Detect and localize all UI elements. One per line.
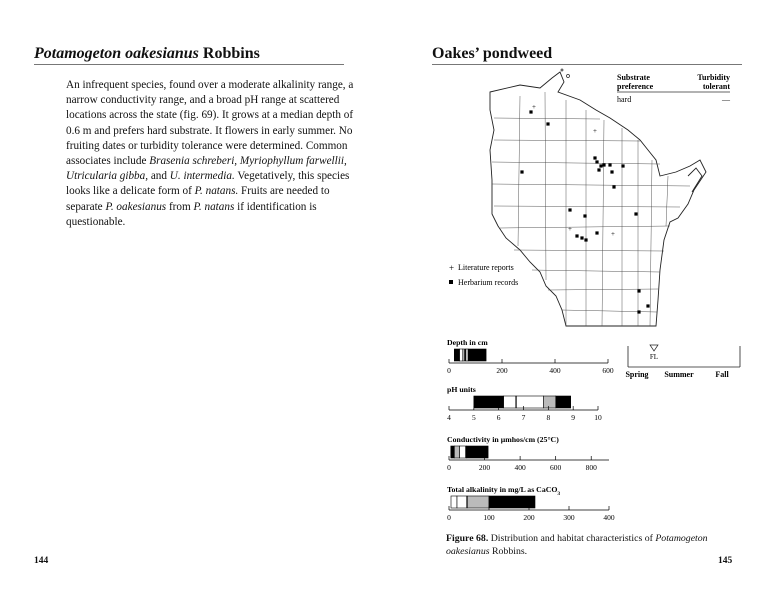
chart-bar-segment [468,349,486,361]
habitat-chart [447,485,615,522]
species-name-inline: P. natans [193,200,235,213]
county-border [494,206,680,207]
herbarium-point [597,168,600,171]
county-border [602,120,604,326]
map-legend [449,263,518,287]
herbarium-point [608,163,611,166]
chart-tick-label: 0 [447,513,451,522]
chart-tick-label: 9 [571,413,576,422]
phenology-chart [625,345,740,379]
description-text: Fruits are needed to separate [66,185,330,213]
literature-point: + [593,127,597,135]
habitat-chart [447,435,609,472]
species-author: Robbins [202,45,260,62]
description-text: An infrequent species, found over a moderate alkalinity range, a narrow conductivity range, and a broad pH range at scattered locations across the state (fig. 69). It grows at a median depth of 0.6 m and prefers hard substrate. It flowers in early summer. No fruiting dates or turbidity tolerance were determined. Common associates include [66,79,354,168]
herbarium-point [595,160,598,163]
map-points [520,103,649,314]
turbidity-header-1: Turbidity [697,73,730,82]
chart-bar-segment [451,496,457,508]
substrate-header-1: Substrate [617,73,650,82]
chart-bar-segment [454,349,459,361]
page-number-left: 144 [34,556,49,566]
chart-title: Total alkalinity in mg/L as CaCO$_3$ [447,485,561,497]
county-border [494,118,600,119]
species-name-inline: P. natans. [194,185,239,198]
herbarium-point [546,122,549,125]
chart-tick-label: 0 [447,463,451,472]
herbarium-point [568,208,571,211]
chart-tick-label: 400 [603,513,615,522]
chart-title: Depth in cm [447,338,488,347]
chart-bar-segment [543,396,555,408]
chart-tick-label: 10 [594,413,602,422]
species-name: Potamogeton oakesianus [34,45,199,62]
turbidity-value: — [722,95,730,104]
herbarium-point [637,310,640,313]
herbarium-point [612,185,615,188]
literature-point: + [568,225,572,233]
species-name-inline: U. intermedia. [169,170,235,183]
season-fall: Fall [715,370,729,379]
county-border [532,270,660,272]
chart-tick-label: 600 [602,366,614,375]
herbarium-point [621,164,624,167]
herbarium-point [580,236,583,239]
caption-species: Potamogeton oakesianus [446,533,708,557]
literature-label: Literature reports [458,263,514,272]
substrate-value: hard [617,95,632,104]
chart-bar-segment [489,496,535,508]
species-name-inline: P. oakesianus [105,200,167,213]
herbarium-label: Herbarium records [458,278,519,287]
herbarium-point [575,234,578,237]
distribution-map [490,69,706,326]
chart-tick-label: 6 [496,413,501,422]
chart-bar-segment [467,496,489,508]
flowering-marker-icon [650,345,658,351]
figure-caption [446,532,746,558]
description-text: Vegetatively, this species looks like a delicate form of [66,170,350,198]
county-border [562,310,657,312]
description-text: if identification is questionable. [66,200,317,228]
herbarium-point [602,163,605,166]
herbarium-point [593,156,596,159]
herbarium-point [584,238,587,241]
chart-bar-segment [466,349,468,361]
chart-tick-label: 200 [478,463,491,472]
chart-bar-segment [467,446,488,458]
chart-tick-label: 0 [447,366,451,375]
habitat-chart [447,338,614,375]
herbarium-point [637,289,640,292]
chart-title: pH units [447,385,476,394]
chart-tick-label: 600 [550,463,562,472]
flowering-label: FL [649,353,659,361]
chart-tick-label: 4 [447,413,451,422]
chart-tick-label: 400 [514,463,526,472]
chart-tick-label: 400 [549,366,561,375]
herbarium-symbol [449,280,453,284]
county-border [500,226,670,228]
chart-tick-label: 800 [585,463,597,472]
literature-point: + [611,230,615,238]
chart-bar-segment [460,349,463,361]
chart-tick-label: 200 [496,366,508,375]
county-border [545,92,546,280]
habitat-charts [447,338,615,522]
chart-tick-label: 8 [546,413,551,422]
island [561,69,563,71]
literature-point: + [532,103,536,111]
caption-author: Robbins. [489,546,528,557]
season-summer: Summer [664,370,694,379]
description-text: and [148,170,170,183]
description-text: from [166,200,194,213]
chart-bar-segment [504,396,516,408]
chart-bar-segment [474,396,504,408]
island [567,75,570,78]
herbarium-point [610,170,613,173]
chart-tick-label: 100 [483,513,495,522]
chart-tick-label: 200 [523,513,535,522]
chart-bar-segment [516,396,543,408]
literature-symbol: + [449,263,455,273]
caption-label: Figure 68. [446,533,489,544]
season-spring: Spring [625,370,649,379]
habitat-chart [447,385,602,422]
county-border [666,176,668,226]
county-border [548,289,658,290]
state-outline [490,72,706,326]
county-border [650,160,652,326]
county-border [492,162,660,164]
county-border [494,140,640,141]
county-lines [492,92,690,326]
chart-bar-segment [451,446,455,458]
chart-bar-segment [556,396,571,408]
chart-title-subscript: 3 [557,491,561,497]
caption-text: Distribution and habitat characteristics of [488,533,656,544]
herbarium-point [599,164,602,167]
chart-title: Conductivity in µmhos/cm (25°C) [447,435,559,444]
county-border [518,96,520,246]
substrate-header-2: preference [617,82,654,91]
herbarium-point [634,212,637,215]
herbarium-point [583,214,586,217]
county-border [492,184,690,186]
turbidity-header-2: tolerant [702,82,730,91]
county-border [514,250,664,251]
species-name-inline: Brasenia schreberi, Myriophyllum farwellii, Utricularia gibba, [66,155,347,183]
chart-tick-label: 5 [471,413,476,422]
herbarium-point [520,170,523,173]
chart-tick-label: 300 [563,513,575,522]
herbarium-point [595,231,598,234]
chart-tick-label: 7 [521,413,526,422]
chart-bar-segment [457,496,467,508]
habitat-table [617,73,731,104]
page-number-right: 145 [718,556,733,566]
chart-bar-segment [454,446,459,458]
common-name-heading: Oakes’ pondweed [432,45,553,62]
herbarium-point [646,304,649,307]
